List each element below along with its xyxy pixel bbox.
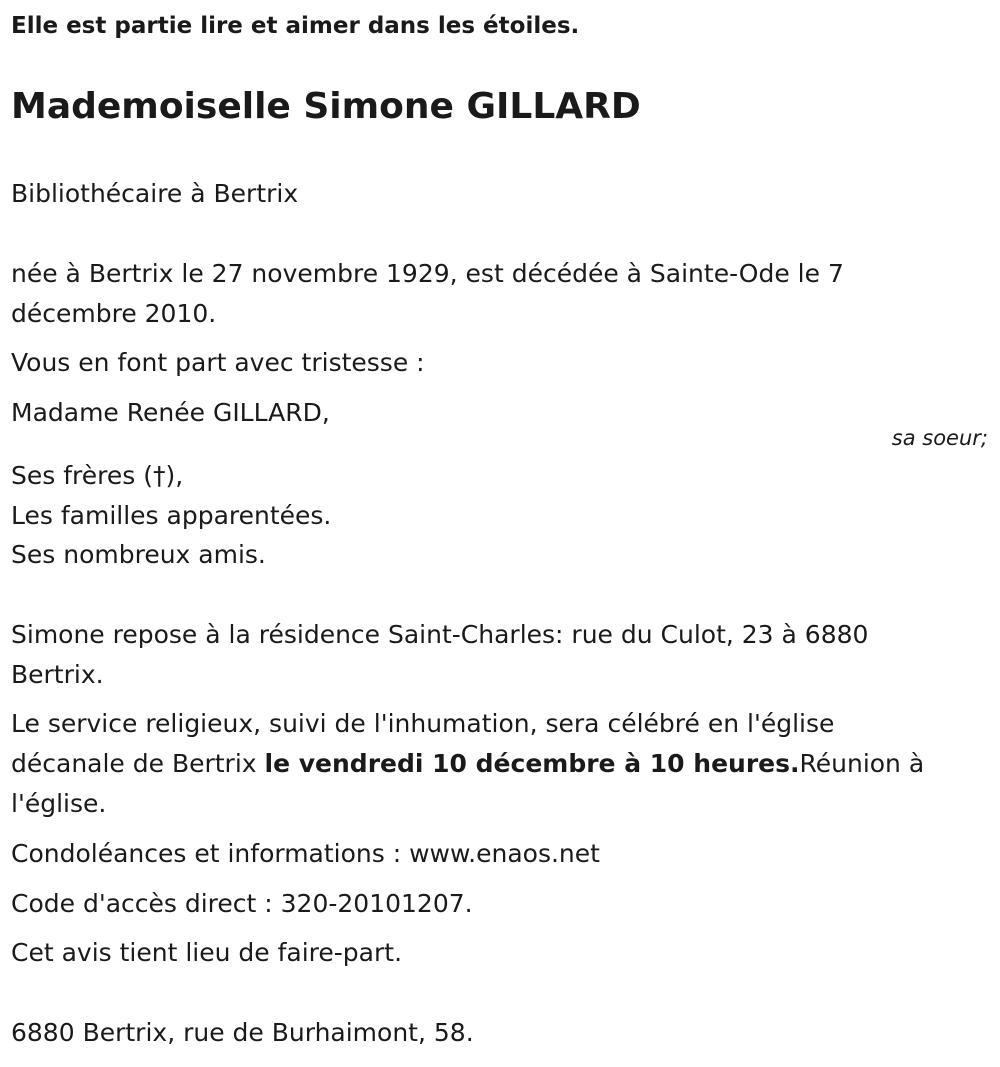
notice-statement: Cet avis tient lieu de faire-part. [11,938,403,967]
rest-location-line-2: Bertrix. [11,660,104,689]
relatives-line: Les familles apparentées. [11,501,332,530]
sister-relation: sa soeur; [891,426,988,450]
service-line-2-prefix: décanale de Bertrix [11,749,265,778]
service-line-1: Le service religieux, suivi de l'inhumation, sera célébré en l'église [11,709,835,738]
epigraph: Elle est partie lire et aimer dans les étoiles. [11,13,580,39]
occupation: Bibliothécaire à Bertrix [11,179,299,208]
birth-death-line-2: décembre 2010. [11,299,217,328]
service-line-2-suffix: Réunion à [799,749,925,778]
service-line-2 [11,744,924,784]
sister-name: Madame Renée GILLARD, [11,398,330,427]
family-address: 6880 Bertrix, rue de Burhaimont, 58. [11,1018,474,1047]
condolences-info: Condoléances et informations : www.enaos.net [11,839,600,868]
announcement-intro: Vous en font part avec tristesse : [11,348,425,377]
service-date-time: le vendredi 10 décembre à 10 heures. [264,749,800,778]
friends-line: Ses nombreux amis. [11,540,266,569]
rest-location-line-1: Simone repose à la résidence Saint-Charles: rue du Culot, 23 à 6880 [11,620,869,649]
access-code: Code d'accès direct : 320-20101207. [11,889,473,918]
birth-death-line-1: née à Bertrix le 27 novembre 1929, est décédée à Sainte-Ode le 7 [11,259,844,288]
service-line-3: l'église. [11,789,107,818]
deceased-name: Mademoiselle Simone GILLARD [11,86,641,127]
brothers-line: Ses frères (†), [11,461,184,490]
